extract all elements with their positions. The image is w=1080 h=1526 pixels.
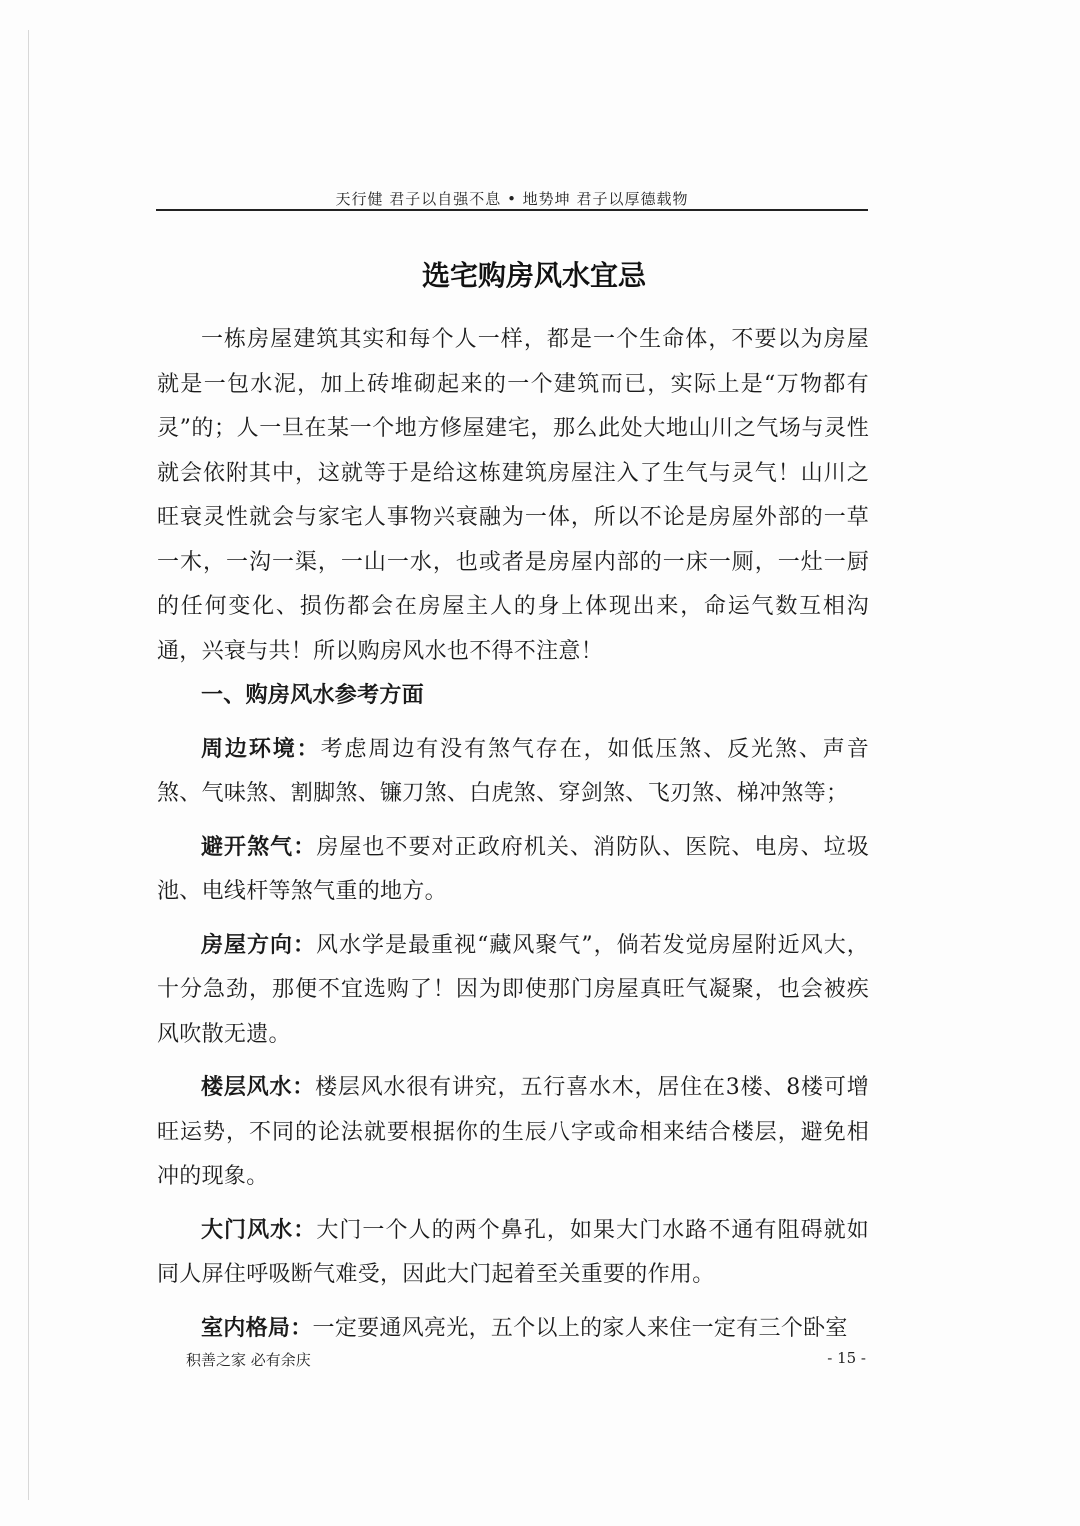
topic-text: 房屋也不要对正政府机关、消防队、医院、电房、垃圾池、电线杆等煞气重的地方。 [157, 834, 869, 904]
topic-paragraph [157, 1209, 869, 1298]
section-heading: 一、购房风水参考方面 [201, 683, 425, 708]
topic-paragraph [157, 728, 869, 817]
topic-paragraph [157, 826, 869, 915]
topic-paragraph [157, 1307, 869, 1352]
header-motto: 天行健 君子以自强不息 • 地势坤 君子以厚德载物 [335, 190, 689, 208]
page-number: - 15 - [827, 1349, 866, 1367]
scan-edge-line [28, 30, 29, 1500]
topic-label: 周边环境： [201, 736, 321, 762]
topic-paragraph [157, 1066, 869, 1200]
topic-text: 楼层风水很有讲究，五行喜水木，居住在3楼、8楼可增旺运势，不同的论法就要根据你的生辰八字或命相来结合楼层，避免相冲的现象。 [157, 1075, 869, 1189]
topic-text: 大门一个人的两个鼻孔，如果大门水路不通有阻碍就如同人屏住呼吸断气难受，因此大门起着至关重要的作用。 [157, 1217, 869, 1287]
header-divider [156, 209, 868, 211]
topic-text: 一定要通风亮光，五个以上的家人来住一定有三个卧室 [312, 1315, 848, 1341]
page-title: 选宅购房风水宜忌 [421, 259, 646, 292]
topic-label: 大门风水： [201, 1217, 317, 1243]
topic-label: 楼层风水： [201, 1075, 316, 1100]
intro-paragraph: 一栋房屋建筑其实和每个人一样，都是一个生命体，不要以为房屋就是一包水泥，加上砖堆砌起来的一个建筑而已，实际上是“万物都有灵”的；人一旦在某一个地方修屋建宅，那么此处大地山川之气场与灵性就会依附其中，这就等于是给这栋建筑房屋注入了生气与灵气！山川之旺衰灵性就会与家宅人事物兴衰融为一体，所以不论是房屋外部的一草一木，一沟一渠，一山一水，也或者是房屋内部的一床一厕，一灶一厨的任何变化、损伤都会在房屋主人的身上体现出来，命运气数互相沟通，兴衰与共！所以购房风水也不得不注意！ [157, 327, 869, 664]
topic-label: 避开煞气： [201, 834, 317, 860]
topic-label: 室内格局： [201, 1315, 313, 1341]
topic-paragraph [157, 924, 869, 1058]
topic-label: 房屋方向： [201, 932, 317, 958]
footer-motto: 积善之家 必有余庆 [186, 1351, 311, 1369]
topic-text: 考虑周边有没有煞气存在，如低压煞、反光煞、声音煞、气味煞、割脚煞、镰刀煞、白虎煞、穿剑煞、飞刃煞、梯冲煞等； [157, 736, 869, 806]
article-body [157, 318, 869, 1351]
topic-text: 风水学是最重视“藏风聚气”，倘若发觉房屋附近风大，十分急劲，那便不宜选购了！因为即使那门房屋真旺气凝聚，也会被疾风吹散无遗。 [157, 932, 869, 1047]
